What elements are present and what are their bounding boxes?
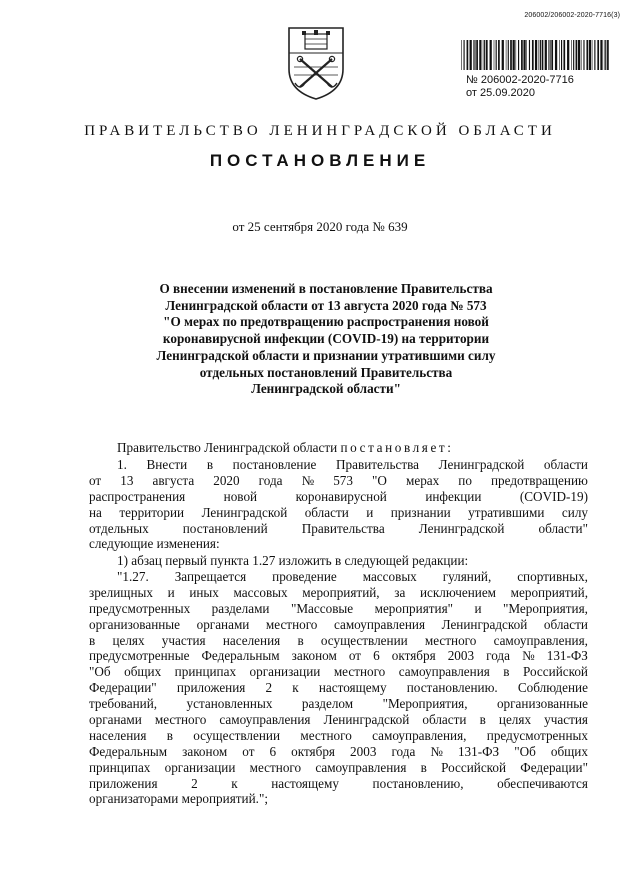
word: гуляний, [442,569,492,584]
document-code: 206002/206002-2020-7716(3) [524,12,620,19]
word: Внести [146,457,188,472]
word: инфекции [425,488,482,504]
word: 6 [373,648,380,664]
text-line [89,505,588,521]
word: предусмотренных [89,600,191,616]
quoted-clause [89,569,588,807]
decree-title: ПОСТАНОВЛЕНИЕ [209,151,431,170]
word: № [301,472,315,488]
word: 6 [269,743,277,759]
paragraph-2-text: 1) абзац первый пункта 1.27 изложить в следующей редакции: [117,553,469,568]
word: 1. [117,457,127,472]
word: массовых [362,569,417,584]
word: 13 [120,472,134,488]
heading-line: "О мерах по предотвращению распространения новой [163,314,489,330]
text-line [89,633,588,649]
word: целях [112,632,145,648]
word: по [458,472,472,488]
word: законом [182,743,228,759]
text-line [89,521,588,537]
word: предусмотренные [89,648,190,664]
word: принципах [174,664,237,680]
word: в [166,727,173,743]
text-line [89,776,588,792]
word: местного [300,727,352,743]
word: в [206,457,214,472]
word: на [89,504,102,520]
word: местного [249,759,302,775]
word: иных [189,584,219,600]
intro-decree-word: постановляет: [340,440,454,455]
text-line [89,680,588,696]
word: настоящему [318,680,387,696]
word: принципах [89,759,151,775]
word: 2020 [213,472,240,488]
word: мерах [406,472,440,488]
registration-block [466,74,574,100]
word: от [242,743,255,759]
word: разделами [211,600,270,616]
heading-line: О внесении изменений в постановление Правительства [159,281,493,296]
word: настоящему [271,775,339,791]
word: исключением [419,584,497,600]
word: августа [152,472,195,488]
word: от [89,472,102,488]
word: года [391,743,416,759]
text-line [89,712,588,728]
word: коронавирусной [295,488,387,504]
text-line [89,473,588,489]
word: "Мероприятия, [382,696,468,712]
word: предусмотренных [486,727,588,743]
word: постановлению, [372,775,464,791]
word: органами [196,616,250,632]
heading-line: коронавирусной инфекции (COVID-19) на территории [162,331,490,347]
word: осуществлении [320,632,408,648]
word: массовых [233,584,288,600]
word: области [422,712,467,728]
heading-line: Ленинградской области от 13 августа 2020 года № 573 [165,297,487,313]
word: участия [544,712,588,728]
text-line [89,617,588,633]
word: разделом [301,696,354,712]
word: организации [164,759,236,775]
heading-line: Ленинградской области и признании утратившими силу [156,347,496,363]
paragraph-2 [89,553,588,569]
text-line [89,791,588,807]
word: области [543,457,588,472]
word: постановлений [182,520,268,536]
word: Правительства [301,520,385,536]
word: местного [333,664,386,680]
word: "1.27. [117,569,149,584]
word: октября [391,648,436,664]
word: Федеральным [89,743,168,759]
word: 2 [191,775,198,791]
word: требований, [89,696,158,712]
word: 2 [265,680,273,696]
word: Ленинградской [201,504,288,520]
word: Соблюдение [517,680,588,696]
word: самоуправления [398,664,490,680]
word: распространения [89,488,186,504]
word: самоуправления [219,712,311,728]
text-line [89,696,588,712]
word: самоуправления, [493,632,588,648]
word: следующие изменения: [89,536,220,552]
word: 573 [333,472,353,488]
text-line [89,569,588,585]
word: мероприятия" [374,600,454,616]
word: Ленинградской [438,457,525,472]
word: постановление [232,457,317,472]
word: населения [222,632,281,648]
text-line [89,728,588,744]
word: мероприятий, [510,584,588,600]
word: к [231,775,238,791]
word: (COVID-19) [519,488,588,504]
text-line [89,489,588,505]
text-line [89,648,588,664]
word: Российской [523,664,588,680]
word: "Мероприятия, [503,600,588,616]
word: от [348,648,362,664]
word: года [486,648,510,664]
word: Федерации" [89,680,157,696]
word: спортивных, [517,569,588,584]
word: "Об [89,664,111,680]
word: организованные [89,616,181,632]
word: 131-ФЗ [546,648,588,664]
word: целях [498,712,532,728]
word: Российской [441,759,507,775]
word: 2003 [447,648,475,664]
word: законом [291,648,337,664]
word: "Об [514,743,536,759]
word: № [430,743,443,759]
paragraph-1 [89,457,588,552]
text-line [89,664,588,680]
registration-date: от 25.09.2020 [466,87,536,99]
word: за [394,584,406,600]
word: в [297,632,304,648]
decree-date-line: от 25 сентября 2020 года № 639 [232,219,408,234]
word: приложения [176,680,246,696]
word: зрелищных [89,584,153,600]
word: мероприятий, [302,584,380,600]
text-line [89,457,588,473]
word: в [89,632,96,648]
word: в [479,712,486,728]
word: 2003 [350,743,377,759]
heading-line: отдельных постановлений Правительства [199,364,453,380]
word: Правительства [336,457,419,472]
word: Федерации" [520,759,588,775]
word: предотвращению [491,472,588,488]
word: проведение [272,569,337,584]
word: № [522,648,535,664]
word: и [366,504,374,520]
word: 131-ФЗ [457,743,500,759]
word: приложения [89,775,158,791]
heading-line: Ленинградской области" [251,381,401,397]
word: к [292,680,299,696]
word: области [543,616,588,632]
word: новой [223,488,258,504]
word: самоуправления, [372,727,467,743]
intro-line [117,440,454,456]
word: отдельных [89,520,149,536]
word: области" [538,520,588,536]
word: общих [550,743,588,759]
word: организованные [496,696,588,712]
word: Запрещается [174,569,247,584]
word: в [420,759,427,775]
word: октября [291,743,335,759]
word: постановлению. [406,680,498,696]
word: организации [249,664,321,680]
word: Федеральным [201,648,280,664]
word: участия [161,632,206,648]
coat-of-arms-icon [286,25,346,101]
text-line [89,585,588,601]
word: самоуправления [333,616,426,632]
word: осуществлении [193,727,281,743]
word: признании [390,504,451,520]
word: силу [561,504,588,520]
word: "О [372,472,387,488]
decree-heading [100,281,552,398]
text-line [89,536,588,552]
word: в [503,664,510,680]
word: территории [119,504,185,520]
word: утратившими [468,504,545,520]
intro-text: Правительство Ленинградской области [117,440,341,455]
barcode [461,40,611,70]
word: области [304,504,349,520]
word: года [258,472,283,488]
word: и [474,600,482,616]
word: самоуправления [315,759,407,775]
text-line [89,601,588,617]
registration-number: № 206002-2020-7716 [466,74,574,86]
word: обеспечиваются [497,775,588,791]
word: установленных [186,696,273,712]
word: и [167,584,175,600]
word: населения [89,727,147,743]
text-line [89,760,588,776]
word: организаторами мероприятий."; [89,791,268,807]
government-title: ПРАВИТЕЛЬСТВО ЛЕНИНГРАДСКОЙ ОБЛАСТИ [84,123,556,139]
word: "Массовые [290,600,354,616]
word: Ленинградской [418,520,505,536]
word: местного [265,616,318,632]
text-line [89,744,588,760]
word: местного [424,632,477,648]
word: органами [89,712,142,728]
word: местного [154,712,207,728]
word: Ленинградской [441,616,528,632]
word: общих [124,664,162,680]
word: Ленинградской [323,712,410,728]
